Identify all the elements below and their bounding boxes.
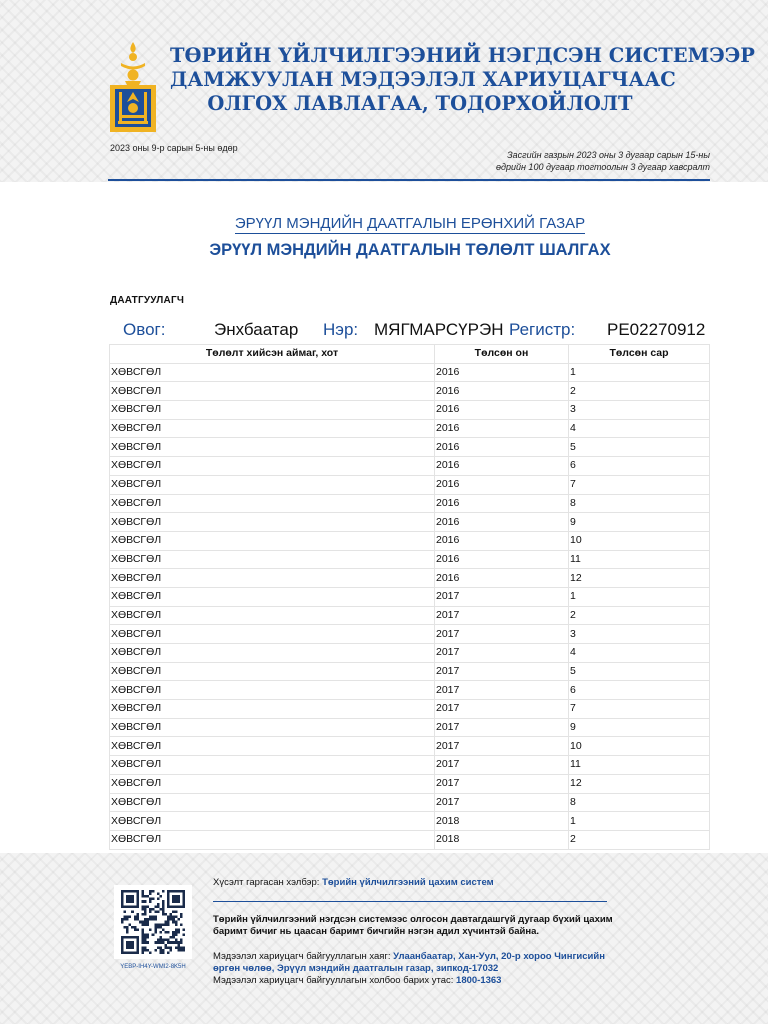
validity-notice: Төрийн үйлчилгээний нэгдсэн системээс олгосон давтагдашгүй дугаар бүхий цахим баримт бичиг нь цаасан баримт бичгийн нэгэн адил хүчинтэй байна. [213,914,613,937]
cell-location: ХӨВСГӨЛ [110,662,435,681]
table-row [110,606,710,625]
cell-year: 2016 [435,531,569,550]
cell-location: ХӨВСГӨЛ [110,550,435,569]
issue-date: 2023 оны 9-р сарын 5-ны өдөр [110,143,238,153]
cell-month: 1 [569,363,710,382]
table-row [110,457,710,476]
request-method [213,877,613,889]
decree-line: өдрийн 100 дугаар тогтоолын 3 дугаар хавсралт [495,162,710,172]
table-row [110,812,710,831]
table-row [110,363,710,382]
cell-year: 2017 [435,700,569,719]
column-header-location: Төлөлт хийсэн аймаг, хот [110,345,435,364]
cell-year: 2018 [435,830,569,849]
cell-month: 1 [569,587,710,606]
table-row [110,531,710,550]
table-row [110,625,710,644]
cell-year: 2017 [435,644,569,663]
table-row [110,494,710,513]
cell-month: 12 [569,569,710,588]
cell-year: 2017 [435,774,569,793]
cell-year: 2017 [435,625,569,644]
cell-location: ХӨВСГӨЛ [110,681,435,700]
table-row [110,587,710,606]
cell-year: 2016 [435,457,569,476]
cell-year: 2017 [435,718,569,737]
surname-value: Энхбаатар [214,320,299,339]
cell-month: 8 [569,494,710,513]
cell-month: 5 [569,438,710,457]
table-row [110,774,710,793]
table-row [110,569,710,588]
table-row [110,662,710,681]
organization-name [0,215,768,232]
cell-location: ХӨВСГӨЛ [110,700,435,719]
name-label: Нэр: [323,320,359,339]
cell-year: 2016 [435,438,569,457]
cell-year: 2016 [435,401,569,420]
phone-value: 1800-1363 [456,975,502,986]
name-value: МЯГМАРСҮРЭН [374,320,504,339]
cell-year: 2016 [435,419,569,438]
phone-line [213,975,613,987]
cell-location: ХӨВСГӨЛ [110,475,435,494]
qr-code-text: YEBP-IH4Y-WMI2-8K5H [120,964,186,970]
table-row [110,550,710,569]
mongolia-state-emblem-icon [108,42,158,132]
document-title: ЭРҮҮЛ МЭНДИЙН ДААТГАЛЫН ТӨЛӨЛТ ШАЛГАХ [209,241,611,259]
cell-month: 11 [569,756,710,775]
phone-label: Мэдээлэл хариуцагч байгууллагын холбоо барих утас: [213,975,454,986]
payment-table [109,344,710,850]
cell-month: 6 [569,681,710,700]
cell-year: 2016 [435,363,569,382]
column-header-month: Төлсөн сар [569,345,710,364]
address-line [213,951,613,975]
cell-year: 2017 [435,662,569,681]
header-title-line: ДАМЖУУЛАН МЭДЭЭЛЭЛ ХАРИУЦАГЧААС [170,68,676,91]
table-row [110,419,710,438]
cell-month: 2 [569,830,710,849]
cell-location: ХӨВСГӨЛ [110,587,435,606]
cell-location: ХӨВСГӨЛ [110,363,435,382]
cell-location: ХӨВСГӨЛ [110,718,435,737]
cell-location: ХӨВСГӨЛ [110,401,435,420]
register-value: РЕ02270912 [607,320,706,339]
decree-line: Засгийн газрын 2023 оны 3 дугаар сарын 15-ны [507,150,710,160]
table-row [110,737,710,756]
surname-label: Овог: [123,320,166,339]
decree-reference [440,149,710,173]
header-divider [108,179,710,181]
register-label: Регистр: [509,320,576,339]
table-row [110,513,710,532]
cell-month: 9 [569,513,710,532]
cell-location: ХӨВСГӨЛ [110,513,435,532]
header-title [170,44,755,116]
header-title-line: ОЛГОХ ЛАВЛАГАА, ТОДОРХОЙЛОЛТ [207,92,633,115]
address-value: Улаанбаатар, Хан-Уул, 20-р хороо Чингисийн өргөн чөлөө, Эрүүл мэндийн даатгалын газар, зипкод-17032 [213,951,605,974]
cell-year: 2017 [435,587,569,606]
table-row [110,793,710,812]
cell-month: 3 [569,625,710,644]
cell-location: ХӨВСГӨЛ [110,438,435,457]
cell-month: 2 [569,382,710,401]
cell-year: 2016 [435,475,569,494]
cell-month: 3 [569,401,710,420]
cell-month: 10 [569,737,710,756]
cell-year: 2016 [435,513,569,532]
document-header [0,0,768,182]
document-footer [0,853,768,1024]
cell-year: 2016 [435,550,569,569]
cell-month: 10 [569,531,710,550]
request-method-value: Төрийн үйлчилгээний цахим систем [322,877,494,888]
cell-month: 7 [569,700,710,719]
cell-month: 5 [569,662,710,681]
cell-location: ХӨВСГӨЛ [110,494,435,513]
request-method-label: Хүсэлт гаргасан хэлбэр: [213,877,320,888]
table-row [110,644,710,663]
cell-month: 1 [569,812,710,831]
cell-location: ХӨВСГӨЛ [110,382,435,401]
cell-month: 2 [569,606,710,625]
table-row [110,382,710,401]
cell-year: 2016 [435,494,569,513]
cell-year: 2017 [435,681,569,700]
cell-location: ХӨВСГӨЛ [110,756,435,775]
table-row [110,401,710,420]
header-title-line: ТӨРИЙН ҮЙЛЧИЛГЭЭНИЙ НЭГДСЭН СИСТЕМЭЭР [170,44,755,67]
cell-month: 11 [569,550,710,569]
cell-month: 4 [569,419,710,438]
table-row [110,718,710,737]
contact-info [213,951,613,987]
cell-location: ХӨВСГӨЛ [110,812,435,831]
cell-location: ХӨВСГӨЛ [110,531,435,550]
cell-month: 7 [569,475,710,494]
cell-location: ХӨВСГӨЛ [110,606,435,625]
cell-month: 4 [569,644,710,663]
cell-month: 12 [569,774,710,793]
organization-name-text: ЭРҮҮЛ МЭНДИЙН ДААТГАЛЫН ЕРӨНХИЙ ГАЗАР [234,215,586,232]
cell-year: 2017 [435,606,569,625]
cell-location: ХӨВСГӨЛ [110,644,435,663]
footer-divider [213,901,607,902]
qr-code-icon [120,890,186,954]
cell-month: 6 [569,457,710,476]
payment-table-body [110,363,710,849]
table-row [110,438,710,457]
table-row [110,700,710,719]
column-header-year: Төлсөн он [435,345,569,364]
table-row [110,681,710,700]
table-header-row [110,345,710,364]
cell-month: 9 [569,718,710,737]
cell-year: 2017 [435,737,569,756]
cell-location: ХӨВСГӨЛ [110,737,435,756]
cell-location: ХӨВСГӨЛ [110,774,435,793]
cell-year: 2016 [435,382,569,401]
cell-location: ХӨВСГӨЛ [110,569,435,588]
table-row [110,756,710,775]
cell-location: ХӨВСГӨЛ [110,793,435,812]
table-row [110,830,710,849]
cell-location: ХӨВСГӨЛ [110,830,435,849]
insured-section-label: ДААТГУУЛАГЧ [110,295,185,306]
cell-year: 2017 [435,756,569,775]
cell-location: ХӨВСГӨЛ [110,419,435,438]
table-row [110,475,710,494]
cell-month: 8 [569,793,710,812]
cell-year: 2018 [435,812,569,831]
insured-person-info [110,320,710,342]
cell-location: ХӨВСГӨЛ [110,625,435,644]
cell-year: 2017 [435,793,569,812]
address-label: Мэдээлэл хариуцагч байгууллагын хаяг: [213,951,391,962]
cell-year: 2016 [435,569,569,588]
cell-location: ХӨВСГӨЛ [110,457,435,476]
